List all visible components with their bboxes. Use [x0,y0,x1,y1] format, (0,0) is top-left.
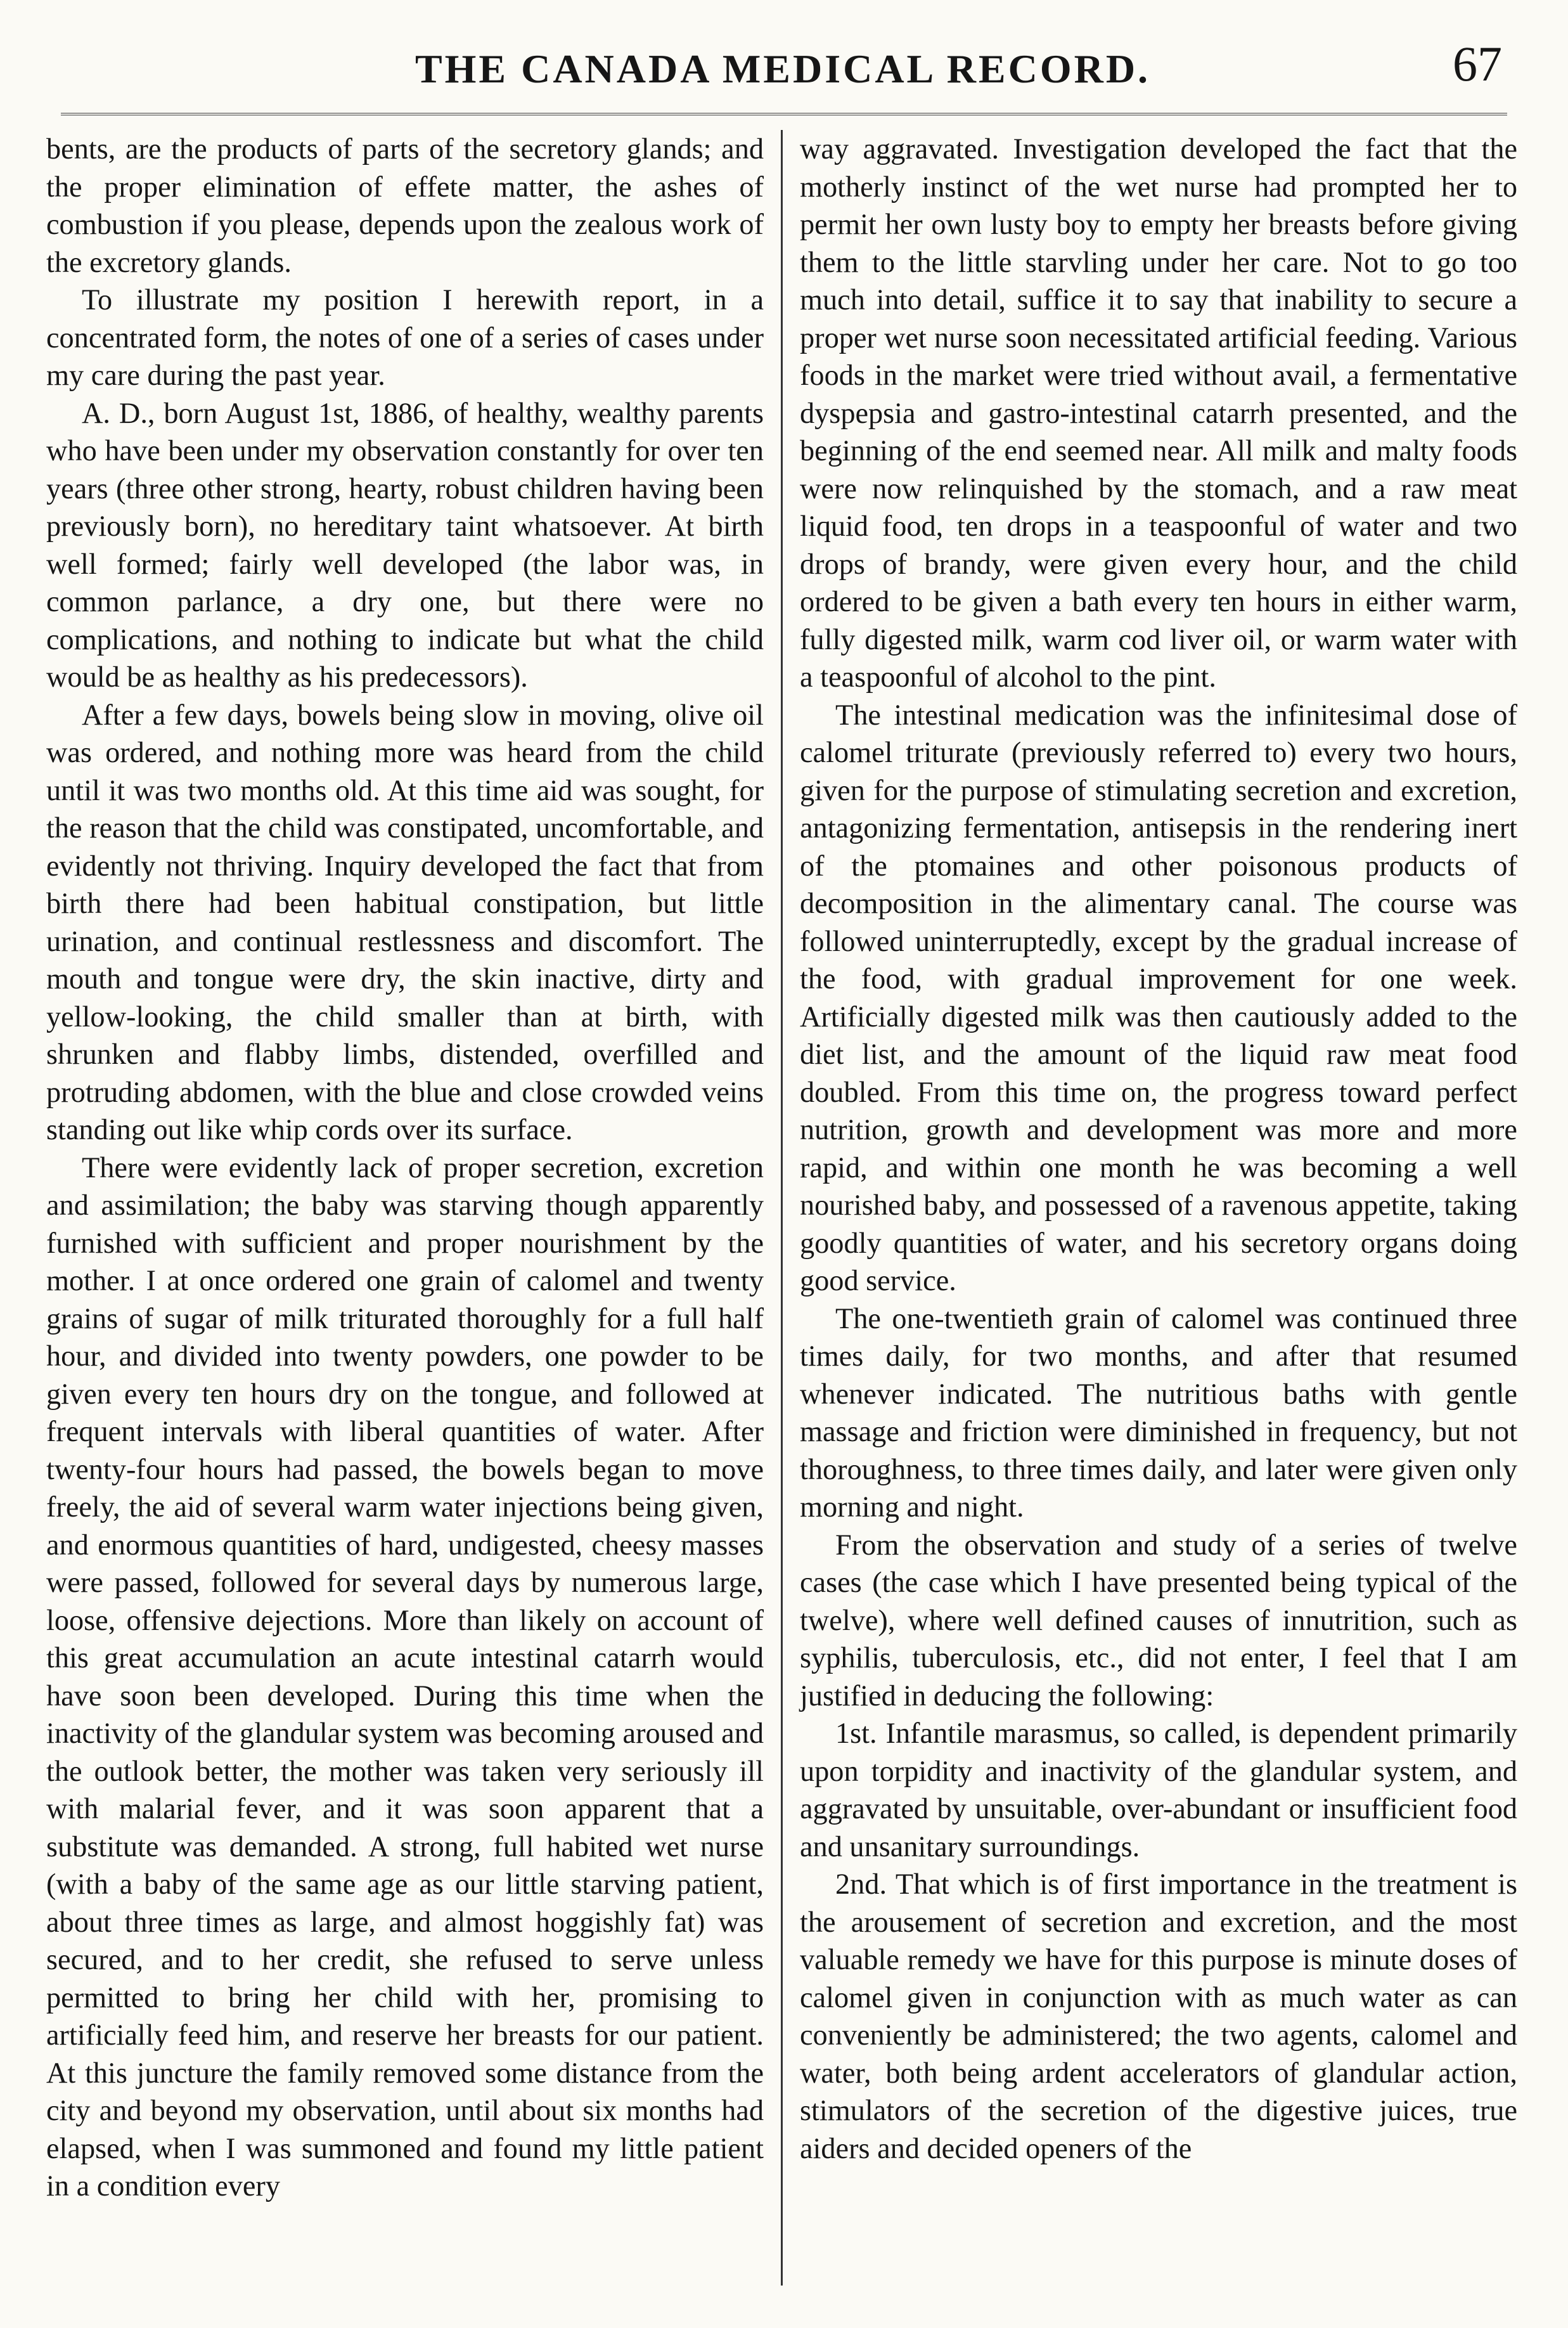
paragraph: The one-twentieth grain of calomel was continued three times daily, for two months, and after that resumed whenever indicated. The nutritious baths with gentle massage and friction were diminished in frequency, but not thoroughness, to three times daily, and later were given only morning and night. [800,1302,1517,1523]
left-column [46,131,764,2206]
page-header [63,27,1502,109]
paragraph: The intestinal medication was the infinitesimal dose of calomel triturate (previously referred to) every two hours, given for the purpose of stimulating secretion and excretion, antagonizing fermentation, antisepsis in the rendering inert of the ptomaines and other poisonous products of decomposition in the alimentary canal. The course was followed uninterruptedly, except by the gradual increase of the food, with gradual improvement for one week. Artificially digested milk was then cautiously added to the diet list, and the amount of the liquid raw meat food doubled. From this time on, the progress toward perfect nutrition, growth and development was more and more rapid, and within one month he was becoming a well nourished baby, and possessed of a ravenous appetite, taking goodly quantities of water, and his secretory organs doing good service. [800,699,1517,1297]
page-number: 67 [1453,36,1502,91]
paragraph: 1st. Infantile marasmus, so called, is dependent primarily upon torpidity and inactivity of the glandular system, and aggravated by unsuitable, over-abundant or insufficient food and unsanitary surroundings. [800,1717,1517,1863]
paragraph: 2nd. That which is of first importance in the treatment is the arousement of secretion and excretion, and the most valuable remedy we have for this purpose is minute doses of calomel given in conjunction with as much water as can conveniently be administered; the two agents, calomel and water, both being ardent accelerators of glandular action, stimulators of the secretion of the digestive juices, true aiders and decided openers of the [800,1868,1517,2165]
paragraph: bents, are the products of parts of the secretory glands; and the proper elimination of effete matter, the ashes of combustion if you please, depends upon the zealous work of the excretory glands. [46,133,764,279]
running-title: THE CANADA MEDICAL RECORD. [414,46,1151,91]
column-divider [781,130,783,2286]
paragraph: There were evidently lack of proper secretion, excretion and assimilation; the baby was starving though apparently furnished with sufficient and proper nourishment by the mother. I at once ordered one grain of calomel and twenty grains of sugar of milk triturated thoroughly for a full half hour, and divided into twenty powders, one powder to be given every ten hours dry on the tongue, and followed at frequent intervals with liberal quantities of water. After twenty-four hours had passed, the bowels began to move freely, the aid of several warm water injections being given, and enormous quantities of hard, undigested, cheesy masses were passed, followed for several days by numerous large, loose, offensive dejections. More than likely on account of this great accumulation an acute intestinal catarrh would have soon been developed. During this time when the inactivity of the glandular system was becoming aroused and the outlook better, the mother was taken very seriously ill with malarial fever, and it was soon apparent that a substitute was demanded. A strong, full habited wet nurse (with a baby of the same age as our little starving patient, about three times as large, and almost hoggishly fat) was secured, and to her credit, she refused to serve unless permitted to bring her child with her, promising to artificially feed him, and reserve her breasts for our patient. At this juncture the family removed some distance from the city and beyond my observation, until about six months had elapsed, when I was summoned and found my little patient in a condition every [46,1151,764,2202]
paragraph: way aggravated. Investigation developed the fact that the motherly instinct of the wet nurse had prompted her to permit her own lusty boy to empty her breasts before giving them to the little starvling under her care. Not to go too much into detail, suffice it to say that inability to secure a proper wet nurse soon necessitated artificial feeding. Various foods in the market were tried without avail, a fermentative dyspepsia and gastro-intestinal catarrh presented, and the beginning of the end seemed near. All milk and malty foods were now relinquished by the stomach, and a raw meat liquid food, ten drops in a teaspoonful of water and two drops of brandy, were given every hour, and the child ordered to be given a bath every ten hours in either warm, fully digested milk, warm cod liver oil, or warm water with a teaspoonful of alcohol to the pint. [800,133,1517,694]
right-column [800,131,1517,2168]
paragraph: To illustrate my position I herewith report, in a concentrated form, the notes of one of a series of cases under my care during the past year. [46,284,764,392]
paragraph: After a few days, bowels being slow in moving, olive oil was ordered, and nothing more was heard from the child until it was two months old. At this time aid was sought, for the reason that the child was constipated, uncomfortable, and evidently not thriving. Inquiry developed the fact that from birth there had been habitual constipation, but little urination, and continual restlessness and discomfort. The mouth and tongue were dry, the skin inactive, dirty and yellow-looking, the child smaller than at birth, with shrunken and flabby limbs, distended, overfilled and protruding abdomen, with the blue and close crowded veins standing out like whip cords over its surface. [46,699,764,1146]
paragraph: From the observation and study of a series of twelve cases (the case which I have presented being typical of the twelve), where well defined causes of innutrition, such as syphilis, tuberculosis, etc., did not enter, I feel that I am justified in deducing the following: [800,1529,1517,1712]
header-rule [61,113,1507,115]
paragraph: A. D., born August 1st, 1886, of healthy, wealthy parents who have been under my observation constantly for over ten years (three other strong, hearty, robust children having been previously born), no hereditary taint whatsoever. At birth well formed; fairly well developed (the labor was, in common parlance, a dry one, but there were no complications, and nothing to indicate but what the child would be as healthy as his predecessors). [46,397,764,694]
